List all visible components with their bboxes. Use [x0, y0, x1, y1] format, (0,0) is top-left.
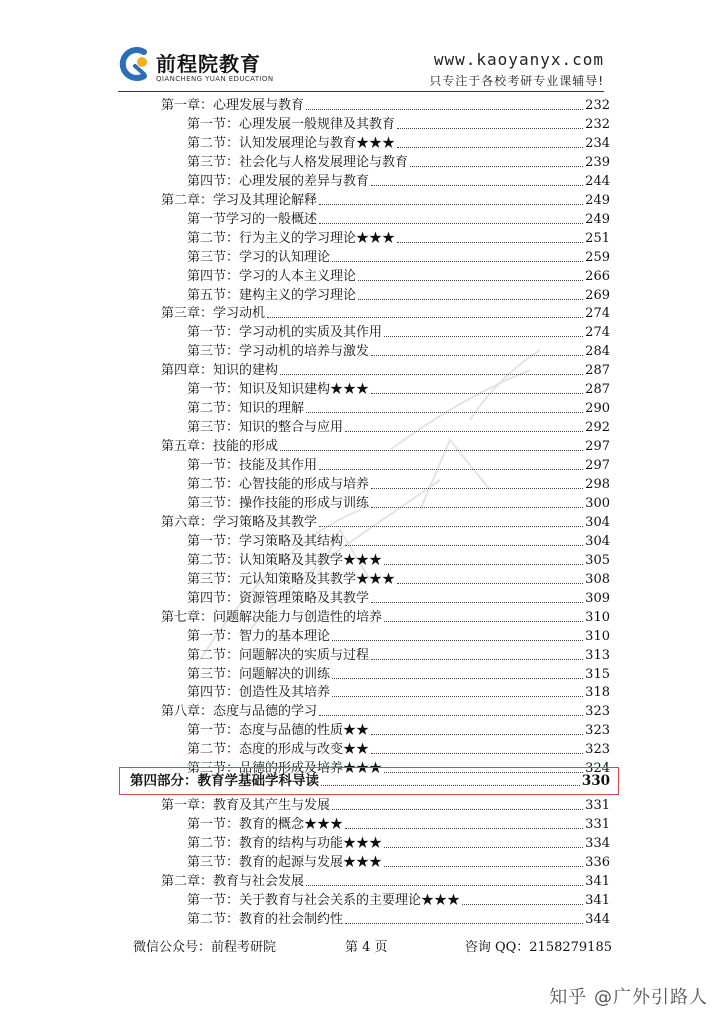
toc-section[interactable] — [187, 589, 610, 608]
toc-section[interactable] — [187, 134, 610, 153]
toc-page: 251 — [585, 230, 610, 246]
toc-page: 287 — [585, 382, 610, 398]
toc-leader — [358, 299, 583, 300]
toc-page: 239 — [585, 154, 610, 170]
toc-chapter[interactable] — [161, 437, 610, 456]
toc-title: 第四节：资源管理策略及其教学 — [187, 590, 370, 606]
toc-title: 第一节：学习策略及其结构 — [187, 533, 344, 549]
toc-leader — [332, 809, 583, 810]
toc-title: 第二节：知识的理解 — [187, 401, 305, 417]
toc-leader — [384, 336, 583, 337]
toc-leader — [332, 678, 583, 679]
toc-section[interactable] — [187, 646, 610, 665]
toc-leader — [306, 109, 583, 110]
toc-leader — [371, 659, 583, 660]
toc-title: 第三节：教育的起源与发展★★★ — [187, 855, 383, 870]
toc-page: 298 — [585, 477, 610, 492]
toc-section[interactable] — [187, 494, 610, 513]
toc-chapter[interactable] — [161, 191, 610, 210]
toc-leader — [345, 431, 583, 432]
footer-wechat: 微信公众号：前程考研院 — [133, 940, 277, 955]
toc-leader — [384, 866, 583, 867]
toc-page: 308 — [585, 571, 610, 587]
toc-title: 第一节：心理发展一般规律及其教育 — [187, 116, 396, 132]
toc-section[interactable] — [187, 570, 610, 589]
toc-section[interactable] — [187, 115, 610, 134]
toc-leader — [410, 166, 583, 167]
toc-leader — [319, 204, 583, 205]
toc-title: 第五节：建构主义的学习理论 — [187, 287, 357, 303]
page-footer — [0, 930, 720, 960]
toc-leader — [397, 242, 583, 243]
toc-page: 344 — [585, 912, 610, 927]
toc-section[interactable] — [187, 267, 610, 286]
toc-leader — [384, 564, 583, 565]
toc-section[interactable] — [187, 910, 610, 929]
toc-chapter[interactable] — [161, 796, 610, 815]
toc-page: 304 — [585, 533, 610, 549]
toc-title: 第三节：品德的形成及培养★★★ — [187, 761, 383, 777]
toc-section[interactable] — [187, 248, 610, 267]
toc-leader — [280, 374, 583, 375]
toc-section[interactable] — [187, 229, 610, 248]
toc-section[interactable] — [187, 834, 610, 853]
toc-leader — [319, 469, 583, 470]
toc-page: 315 — [585, 666, 610, 682]
toc-leader — [371, 488, 583, 489]
toc-title: 第二节：态度的形成与改变★★ — [187, 742, 370, 758]
toc-title: 第三节：知识的整合与应用 — [187, 420, 344, 436]
toc-leader — [371, 602, 583, 603]
toc-leader — [345, 828, 583, 829]
toc-leader — [384, 621, 583, 622]
toc-page: 336 — [585, 855, 610, 870]
toc-title: 第一节：智力的基本理论 — [187, 628, 331, 644]
toc-page: 274 — [585, 306, 610, 322]
toc-section[interactable] — [187, 210, 610, 229]
header-divider — [118, 91, 604, 92]
toc-title: 第三节：操作技能的形成与训练 — [187, 495, 370, 511]
toc-title: 第四节：创造性及其培养 — [187, 685, 331, 701]
toc-section[interactable] — [187, 153, 610, 172]
toc-page: 310 — [585, 609, 610, 625]
toc-page: 341 — [585, 874, 610, 889]
toc-page: 331 — [585, 798, 610, 813]
part-entry[interactable] — [130, 772, 610, 791]
logo-icon — [118, 44, 152, 84]
toc-chapter[interactable] — [161, 872, 610, 891]
toc-leader — [397, 147, 583, 148]
toc-title: 第二节：心智技能的形成与培养 — [187, 477, 370, 492]
toc-page: 305 — [585, 552, 610, 568]
toc-section[interactable] — [187, 475, 610, 494]
site-url[interactable]: www.kaoyanyx.com — [433, 50, 604, 69]
toc-page: 249 — [585, 211, 610, 227]
toc-section[interactable] — [187, 380, 610, 399]
toc-page: 324 — [585, 761, 610, 777]
toc-title: 第三节：学习动机的培养与激发 — [187, 344, 370, 360]
toc-section[interactable] — [187, 286, 610, 305]
toc-page: 290 — [585, 401, 610, 417]
toc-section[interactable] — [187, 627, 610, 646]
toc-leader — [267, 317, 583, 318]
toc-leader — [358, 280, 583, 281]
toc-title: 第七章：问题解决能力与创造性的培养 — [161, 609, 383, 625]
page-header — [0, 0, 720, 95]
toc-title: 第二节：行为主义的学习理论★★★ — [187, 230, 396, 246]
toc-leader — [319, 715, 583, 716]
toc-section[interactable] — [187, 665, 610, 684]
toc-page: 284 — [585, 344, 610, 360]
toc-section[interactable] — [187, 172, 610, 191]
toc-page: 323 — [585, 723, 610, 739]
toc-title: 第二节：教育的社会制约性 — [187, 912, 344, 927]
toc-page: 310 — [585, 628, 610, 644]
toc-leader — [384, 847, 583, 848]
toc-chapter[interactable] — [161, 96, 610, 115]
slogan: 只专注于各校考研专业课辅导! — [429, 74, 604, 88]
toc-page: 232 — [585, 116, 610, 132]
toc-title: 第四章：知识的建构 — [161, 363, 279, 379]
toc-title: 第三章：学习动机 — [161, 306, 266, 322]
toc-title: 第二节：认知发展理论与教育★★★ — [187, 135, 396, 151]
toc-leader — [319, 526, 583, 527]
toc-page: 309 — [585, 590, 610, 606]
toc-section[interactable] — [187, 456, 610, 475]
toc-section[interactable] — [187, 399, 610, 418]
toc-title: 第一节：关于教育与社会关系的主要理论★★★ — [187, 893, 461, 908]
toc-section[interactable] — [187, 683, 610, 702]
toc-leader — [371, 393, 583, 394]
toc-title: 第四节：学习的人本主义理论 — [187, 268, 357, 284]
toc-title: 第一章：心理发展与教育 — [161, 98, 305, 113]
toc-page: 232 — [585, 98, 610, 113]
toc-page: 249 — [585, 192, 610, 208]
toc-page: 297 — [585, 458, 610, 474]
toc-title: 第三节：问题解决的训练 — [187, 666, 331, 682]
toc-section[interactable] — [187, 342, 610, 361]
toc-page: 331 — [585, 817, 610, 832]
toc-title: 第一节：知识及知识建构★★★ — [187, 382, 370, 398]
toc-section[interactable] — [187, 323, 610, 342]
toc-title: 第四节：心理发展的差异与教育 — [187, 173, 370, 189]
toc-page: 323 — [585, 742, 610, 758]
toc-page: 266 — [585, 268, 610, 284]
toc-chapter[interactable] — [161, 361, 610, 380]
toc-section[interactable] — [187, 891, 610, 910]
toc-chapter[interactable] — [161, 608, 610, 627]
zhihu-attribution: 知乎 @广外引路人 — [549, 987, 708, 1008]
toc-title: 第三节：社会化与人格发展理论与教育 — [187, 154, 409, 170]
toc-leader — [397, 583, 583, 584]
toc-page: 234 — [585, 135, 610, 151]
toc-title: 第一节学习的一般概述 — [187, 211, 318, 227]
toc-section[interactable] — [187, 853, 610, 872]
toc-leader — [319, 223, 583, 224]
toc-section[interactable] — [187, 551, 610, 570]
part-four-highlight[interactable] — [119, 767, 619, 795]
toc-chapter[interactable] — [161, 304, 610, 323]
toc-title: 第八章：态度与品德的学习 — [161, 704, 318, 720]
toc-title: 第二节：教育的结构与功能★★★ — [187, 836, 383, 851]
footer-qq: 咨询 QQ：2158279185 — [464, 940, 612, 955]
toc-leader — [280, 450, 583, 451]
toc-page: 274 — [585, 325, 610, 341]
toc-section[interactable] — [187, 815, 610, 834]
toc-page: 330 — [581, 773, 610, 789]
toc-leader — [371, 507, 583, 508]
toc-page: 304 — [585, 514, 610, 530]
toc-leader — [332, 261, 583, 262]
toc-page: 292 — [585, 420, 610, 436]
toc-leader — [306, 412, 583, 413]
toc-title: 第一节：态度与品德的性质★★ — [187, 723, 370, 739]
toc-page: 244 — [585, 173, 610, 189]
brand-subtitle: QIANCHENG YUAN EDUCATION — [156, 75, 274, 83]
toc-page: 334 — [585, 836, 610, 851]
toc-leader — [371, 185, 583, 186]
toc-title: 第一章：教育及其产生与发展 — [161, 798, 331, 813]
toc-leader — [371, 355, 583, 356]
toc-page: 323 — [585, 704, 610, 720]
toc-leader — [462, 904, 583, 905]
toc-page: 300 — [585, 495, 610, 511]
toc-title: 第三节：学习的认知理论 — [187, 249, 331, 265]
toc-title: 第五章：技能的形成 — [161, 439, 279, 455]
toc-section[interactable] — [187, 418, 610, 437]
toc-page: 341 — [585, 893, 610, 908]
toc-title: 第三节：元认知策略及其教学★★★ — [187, 571, 396, 587]
toc-chapter[interactable] — [161, 513, 610, 532]
toc-section[interactable] — [187, 721, 610, 740]
toc-page: 313 — [585, 647, 610, 663]
toc-leader — [332, 696, 583, 697]
toc-title: 第六章：学习策略及其教学 — [161, 514, 318, 530]
toc-title: 第二节：认知策略及其教学★★★ — [187, 552, 383, 568]
toc-leader — [371, 734, 583, 735]
toc-page: 269 — [585, 287, 610, 303]
toc-leader — [371, 753, 583, 754]
toc-leader — [321, 785, 580, 786]
toc-title: 第四部分：教育学基础学科导读 — [130, 773, 319, 789]
toc-page: 287 — [585, 363, 610, 379]
toc-title: 第一节：教育的概念★★★ — [187, 817, 344, 832]
toc-title: 第二章：教育与社会发展 — [161, 874, 305, 889]
toc-leader — [332, 640, 583, 641]
toc-leader — [345, 545, 583, 546]
toc-section[interactable] — [187, 740, 610, 759]
toc-page: 259 — [585, 249, 610, 265]
toc-leader — [397, 128, 583, 129]
brand-name: 前程院教育 — [156, 52, 261, 76]
toc-title: 第一节：学习动机的实质及其作用 — [187, 325, 383, 341]
toc-page: 297 — [585, 439, 610, 455]
toc-section[interactable] — [187, 532, 610, 551]
toc-chapter[interactable] — [161, 702, 610, 721]
toc-title: 第一节：技能及其作用 — [187, 458, 318, 474]
footer-page-number: 第 4 页 — [345, 940, 388, 955]
toc-title: 第二节：问题解决的实质与过程 — [187, 647, 370, 663]
toc-page: 318 — [585, 685, 610, 701]
toc-title: 第二章：学习及其理论解释 — [161, 192, 318, 208]
toc-leader — [345, 923, 583, 924]
toc-leader — [306, 885, 583, 886]
